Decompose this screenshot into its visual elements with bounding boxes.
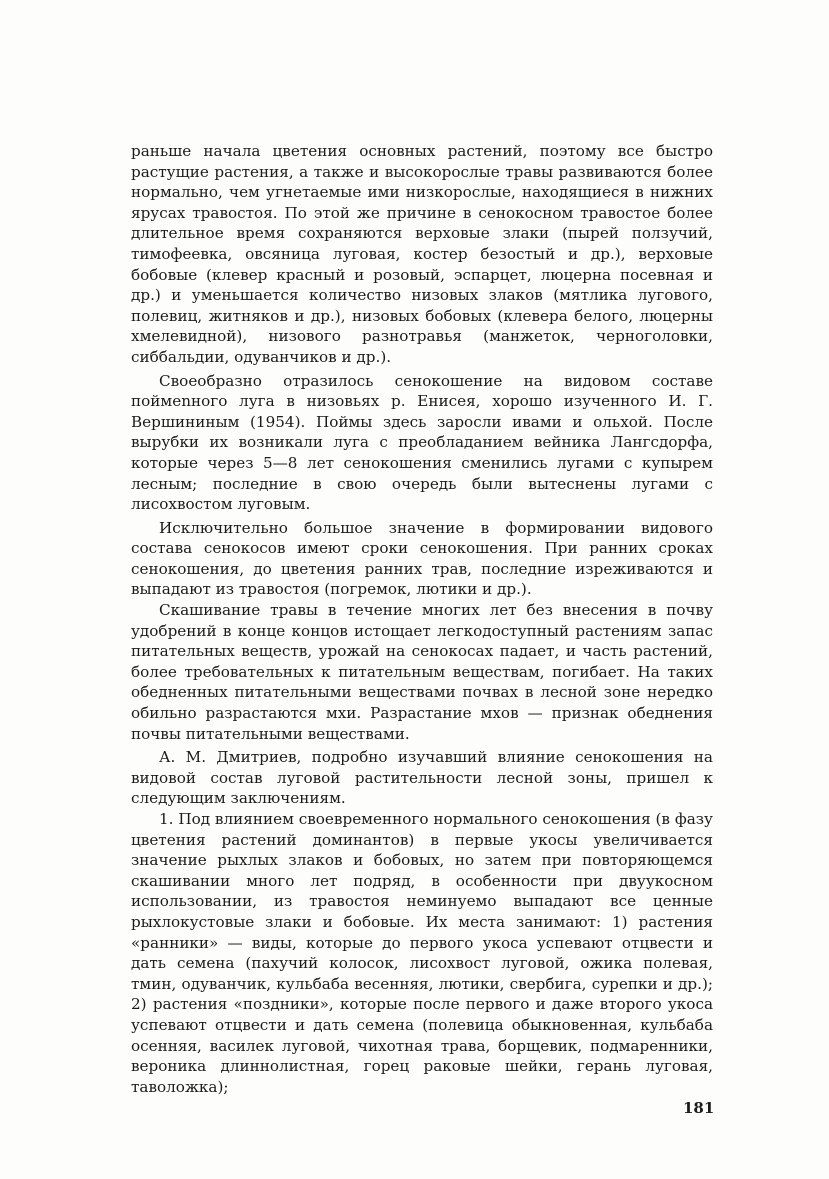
paragraph-1: раньше начала цветения основных растений, поэтому все быстро растущие растения, а также и высокорослые травы развиваются более нормально, чем угнетаемые ими низкорослые, находящиеся в нижних ярусах травостоя. По этой же причине в сенокосном травостое более длительное время сохраняются верховые злаки (пырей ползучий, тимофеевка, овсяница луговая, костер безостый и др.), верховые бобовые (клевер красный и розовый, эспарцет, люцерна посевная и др.) и уменьшается количество низовых злаков (мятлика лугового, полевиц, житняков и др.), низовых бобовых (клевера белого, люцерны хмелевидной), низового разнотравья (манжеток, черноголовки, сиббальдии, одуванчиков и др.). bbox=[131, 142, 713, 366]
body-text bbox=[131, 141, 713, 1097]
paragraph-2: Своеобразно отразилось сенокошение на видовом составе поймenного луга в низовьях р. Енисея, хорошо изученного И. Г. Вершининым (1954). Поймы здесь заросли ивами и ольхой. После вырубки их возникали луга с преобладанием вейника Лангсдорфа, которые через 5—8 лет сенокошения сменились лугами с купырем лесным; последние в свою очередь были вытеснены лугами с лисохвостом луговым. bbox=[131, 371, 713, 514]
paragraph-4: Скашивание травы в течение многих лет без внесения в почву удобрений в конце концов истощает легкодоступный растениям запас питательных веществ, урожай на сенокосах падает, и часть растений, более требовательных к питательным веществам, погибает. На таких обедненных питательными веществами почвах в лесной зоне нередко обильно разрастаются мхи. Разрастание мхов — признак обеднения почвы питательными веществами. bbox=[131, 601, 713, 743]
paragraph-6: 1. Под влиянием своевременного нормального сенокошения (в фазу цветения растений доминантов) в первые укосы увеличивается значение рыхлых злаков и бобовых, но затем при повторяющемся скашивании много лет подряд, в особенности при двуукосном использовании, из травостоя неминуемо выпадают все ценные рыхлокустовые злаки и бобовые. Их места занимают: 1) растения «ранники» — виды, которые до первого укоса успевают отцвести и дать семена (пахучий колосок, лисохвост луговой, ожика полевая, тмин, одуванчик, кульбаба весенняя, лютики, свербига, сурепки и др.); 2) растения «поздники», которые после первого и даже второго укоса успевают отцвести и дать семена (полевица обыкновенная, кульбаба осенняя, василек луговой, чихотная трава, борщевик, подмаренники, вероника длиннолистная, горец раковые шейки, герань луговая, таволожка); bbox=[131, 810, 713, 1096]
paragraph-5: А. М. Дмитриев, подробно изучавший влияние сенокошения на видовой состав луговой растительности лесной зоны, пришел к следующим заключениям. bbox=[131, 748, 713, 808]
page-number: 181 bbox=[683, 1099, 715, 1117]
paragraph-3: Исключительно большое значение в формировании видового состава сенокосов имеют сроки сенокошения. При ранних сроках сенокошения, до цветения ранних трав, последние изреживаются и выпадают из травостоя (погремок, лютики и др.). bbox=[131, 518, 713, 599]
